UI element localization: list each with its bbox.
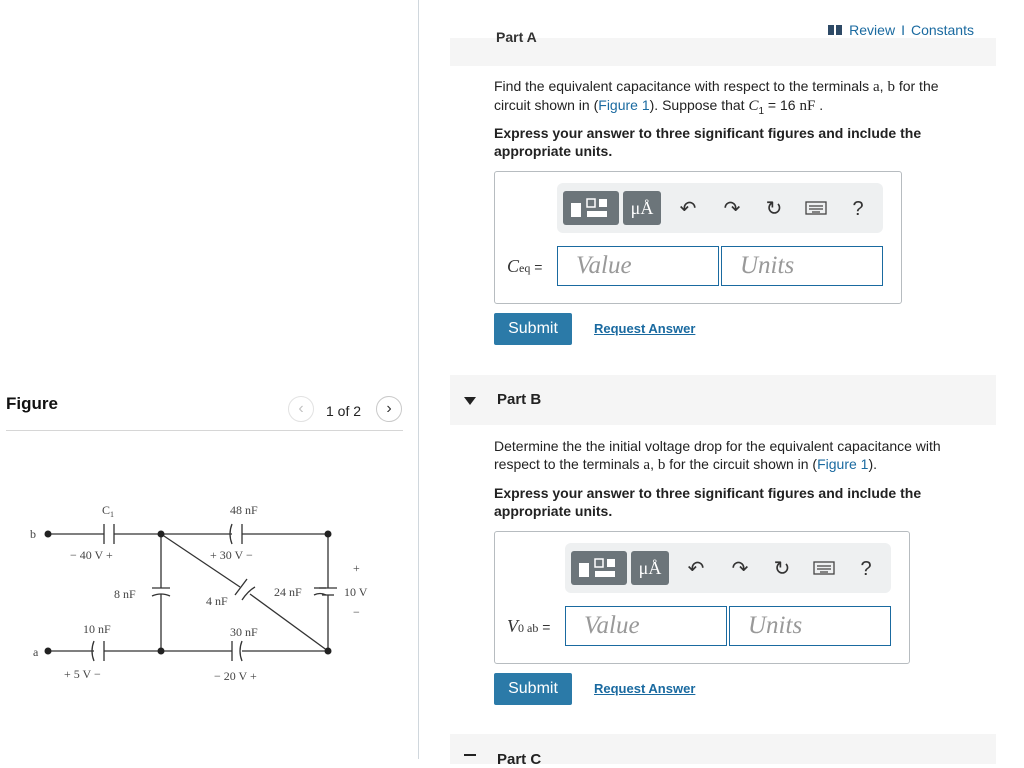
keyboard-icon[interactable] (811, 556, 837, 582)
terminal-a-label: a (33, 645, 39, 659)
part-c-header[interactable] (450, 734, 996, 768)
review-link[interactable]: Review (849, 22, 896, 38)
c30-label: 30 nF (230, 625, 258, 639)
pane-divider[interactable] (418, 0, 419, 759)
c8-label: 8 nF (114, 587, 136, 601)
keyboard-icon[interactable] (803, 196, 829, 222)
figure-link[interactable]: Figure 1 (817, 456, 869, 472)
part-a-prompt: Find the equivalent capacitance with respect to the terminals a, b for the circuit shown in (Figure 1). Suppose that $C_1 = 16$ nF . (494, 78, 939, 117)
templates-icon (571, 551, 627, 585)
part-b-submit-button[interactable]: Submit (494, 673, 572, 705)
part-b-title: Part B (497, 391, 542, 408)
ceq-label: Ceq = (507, 256, 543, 276)
math-toolbar (565, 543, 891, 593)
math-toolbar (557, 183, 883, 233)
ceq-units-input[interactable]: Units (721, 246, 883, 286)
templates-button[interactable] (563, 191, 619, 225)
figure-prev-button[interactable] (288, 396, 314, 422)
part-b-prompt: Determine the the initial voltage drop for the equivalent capacitance with respect to the terminals a, b for the circuit shown in (Figure 1). (494, 438, 941, 473)
part-b-request-answer-link[interactable]: Request Answer (594, 681, 696, 696)
source-voltage: 10 V (344, 585, 368, 599)
reset-icon[interactable]: ↻ (773, 558, 791, 580)
part-b-answer-box (494, 531, 910, 664)
header-separator: I (901, 22, 905, 38)
caret-icon (464, 754, 476, 756)
part-a-instruction: Express your answer to three significant figures and include the appropriate units. (494, 125, 922, 159)
v0ab-units-input[interactable]: Units (729, 606, 891, 646)
reset-icon[interactable]: ↻ (765, 198, 783, 220)
chevron-left-icon: ‹ (298, 400, 304, 417)
source-minus: − (353, 605, 360, 619)
part-a-answer-box (494, 171, 902, 304)
undo-icon[interactable]: ↶ (687, 558, 705, 580)
ceq-value-input[interactable]: Value (557, 246, 719, 286)
v0ab-value-input[interactable]: Value (565, 606, 727, 646)
c10-label: 10 nF (83, 622, 111, 636)
part-a-title: Part A (496, 29, 537, 45)
c10-voltage: + 5 V − (64, 667, 101, 681)
c1-voltage: − 40 V + (70, 548, 113, 562)
help-icon[interactable]: ? (860, 558, 872, 580)
caret-down-icon (464, 397, 476, 405)
part-a-request-answer-link[interactable]: Request Answer (594, 321, 696, 336)
help-icon[interactable]: ? (852, 198, 864, 220)
figure-title: Figure (6, 394, 58, 413)
terminal-b-label: b (30, 527, 36, 541)
c24-label: 24 nF (274, 585, 302, 599)
c1-label: $C_1$ (102, 503, 115, 519)
part-b-instruction: Express your answer to three significant figures and include the appropriate units. (494, 485, 922, 519)
c30-voltage: − 20 V + (214, 669, 257, 683)
part-b-header[interactable] (450, 375, 996, 425)
v0ab-label: V0 ab = (507, 616, 551, 636)
units-button[interactable]: μÅ (631, 551, 669, 585)
part-a-submit-button[interactable]: Submit (494, 313, 572, 345)
figure-link[interactable]: Figure 1 (598, 97, 650, 113)
redo-icon[interactable]: ↷ (723, 198, 741, 220)
figure-next-button[interactable] (376, 396, 402, 422)
constants-link[interactable]: Constants (910, 22, 974, 38)
part-c-title: Part C (497, 751, 542, 768)
c48-voltage: + 30 V − (210, 548, 253, 562)
units-button[interactable]: μÅ (623, 191, 661, 225)
templates-button[interactable] (571, 551, 627, 585)
redo-icon[interactable]: ↷ (731, 558, 749, 580)
figure-pager-text: 1 of 2 (326, 403, 362, 419)
c4-label: 4 nF (206, 594, 228, 608)
chevron-right-icon: › (386, 400, 392, 417)
review-constants-bar (827, 22, 974, 38)
undo-icon[interactable]: ↶ (679, 198, 697, 220)
templates-icon (563, 191, 619, 225)
circuit-diagram (28, 496, 378, 696)
c48-label: 48 nF (230, 503, 258, 517)
source-plus: + (353, 561, 360, 575)
figure-divider (6, 430, 403, 431)
book-icon (827, 24, 843, 36)
